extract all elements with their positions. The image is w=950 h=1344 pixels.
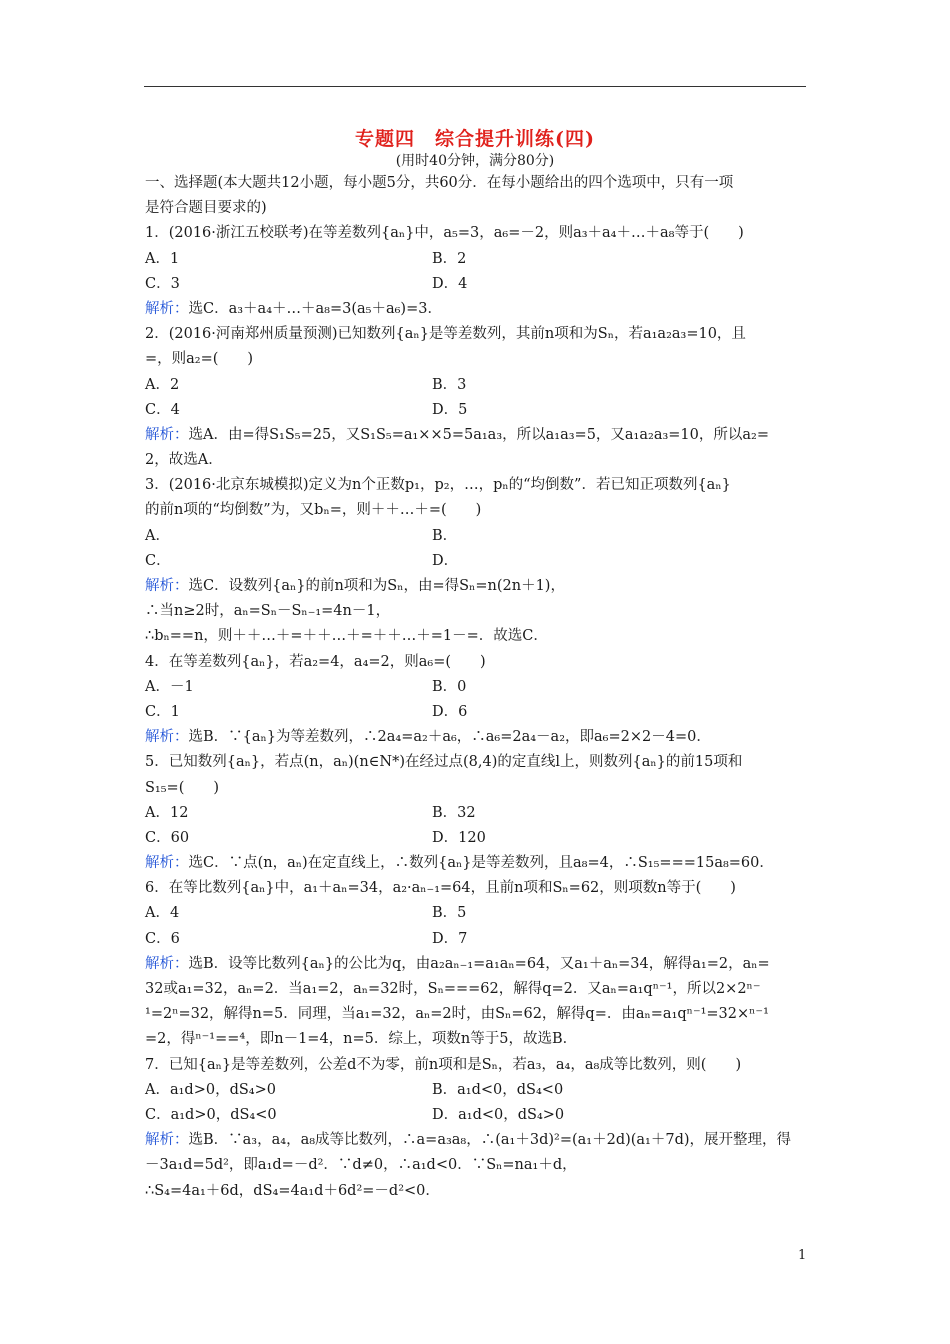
option-row (145, 927, 807, 952)
answer-option: A．12 (145, 804, 189, 821)
page-number: 1 (798, 1248, 807, 1263)
answer-option: D．a₁d<0，dS₄>0 (432, 1106, 565, 1123)
answer-option: C．60 (145, 829, 190, 846)
question-block (145, 750, 807, 876)
answer-option: B．32 (432, 804, 476, 821)
page-subtitle: (用时40分钟，满分80分) (395, 153, 555, 169)
question-block (145, 322, 807, 473)
analysis-text: ∴当n≥2时，aₙ=Sₙ－Sₙ₋₁=4n－1， (145, 603, 391, 620)
document-body (145, 171, 807, 1204)
header-rule (144, 86, 806, 87)
question-stem: S₁₅=( ) (145, 779, 220, 796)
analysis-text: ∴bₙ==n，则＋＋…＋=＋＋…＋=＋＋…＋=1－=．故选C． (145, 628, 548, 645)
analysis-line (145, 851, 807, 876)
option-row (145, 549, 807, 574)
analysis-text: －3a₁d=5d²，即a₁d=－d²．∵d≠0，∴a₁d<0．∵Sₙ=na₁＋d， (145, 1157, 577, 1174)
answer-option: C．a₁d>0，dS₄<0 (145, 1106, 277, 1123)
option-row (145, 700, 807, 725)
question-stem: 6．在等比数列{aₙ}中，a₁＋aₙ=34，a₂·aₙ₋₁=64，且前n项和Sₙ=62，则项数n等于( ) (145, 880, 736, 897)
analysis-text: =2，得ⁿ⁻¹==⁴，即n－1=4，n=5．综上，项数n等于5，故选B． (145, 1031, 578, 1048)
analysis-text: 选B．设等比数列{aₙ}的公比为q，由a₂aₙ₋₁=a₁aₙ=64，又a₁＋aₙ=34，解得a₁=2，aₙ= (188, 955, 770, 972)
option-row (145, 801, 807, 826)
answer-option: C．1 (145, 703, 180, 720)
analysis-text: 选C．a₃＋a₄＋…＋a₈=3(a₅＋a₆)=3． (188, 300, 442, 317)
question-block (145, 1053, 807, 1204)
page-title: 专题四 综合提升训练(四) (355, 128, 595, 150)
answer-option: C．6 (145, 930, 180, 947)
option-row (145, 675, 807, 700)
question-stem: 1．(2016·浙江五校联考)在等差数列{aₙ}中，a₅=3，a₆=－2，则a₃＋a₄＋…＋a₈等于( ) (145, 225, 744, 242)
analysis-line (145, 1128, 807, 1153)
question-stem: 2．(2016·河南郑州质量预测)已知数列{aₙ}是等差数列，其前n项和为Sₙ，若a₁a₂a₃=10，且 (145, 326, 746, 343)
analysis-text: 选B．∵{aₙ}为等差数列，∴2a₄=a₂＋a₆，∴a₆=2a₄－a₂，即a₆=2×2－4=0． (188, 729, 711, 746)
question-stem: 3．(2016·北京东城模拟)定义为n个正数p₁，p₂，…，pₙ的“均倒数”．若已知正项数列{aₙ} (145, 477, 731, 494)
analysis-label: 解析： (145, 729, 189, 746)
question-block (145, 221, 807, 322)
answer-option: B．5 (432, 905, 467, 922)
analysis-label: 解析： (145, 955, 189, 972)
answer-option: B．0 (432, 678, 467, 695)
answer-option: B．a₁d<0，dS₄<0 (432, 1081, 564, 1098)
analysis-line (145, 725, 807, 750)
analysis-label: 解析： (145, 855, 189, 872)
answer-option: D．5 (432, 401, 468, 418)
answer-option: D．6 (432, 703, 468, 720)
analysis-line (145, 297, 807, 322)
analysis-line (145, 448, 807, 473)
analysis-line (145, 1027, 807, 1052)
answer-option: D．120 (432, 829, 486, 846)
analysis-line (145, 574, 807, 599)
option-row (145, 373, 807, 398)
answer-option: A．－1 (145, 678, 194, 695)
question-stem: 5．已知数列{aₙ}，若点(n，aₙ)(n∈N*)在经过点(8,4)的定直线l上，则数列{aₙ}的前15项和 (145, 754, 743, 771)
analysis-line (145, 1002, 807, 1027)
analysis-text: 2，故选A． (145, 452, 223, 469)
answer-option: B． (432, 527, 458, 544)
analysis-line (145, 624, 807, 649)
answer-option: B．3 (432, 376, 467, 393)
answer-option: B．2 (432, 250, 467, 267)
analysis-label: 解析： (145, 1132, 189, 1149)
answer-option: D．4 (432, 275, 468, 292)
answer-option: D． (432, 552, 459, 569)
analysis-line (145, 977, 807, 1002)
question-list (145, 221, 807, 1203)
question-stem: 的前n项的“均倒数”为，又bₙ=，则＋＋…＋=( ) (145, 502, 482, 519)
analysis-text: ¹=2ⁿ=32，解得n=5．同理，当a₁=32，aₙ=2时，由Sₙ=62，解得q=．由aₙ=a₁qⁿ⁻¹=32×ⁿ⁻¹ (145, 1006, 769, 1023)
section-intro: 一、选择题(本大题共12小题，每小题5分，共60分．在每小题给出的四个选项中，只有一项 (145, 175, 734, 191)
analysis-line (145, 423, 807, 448)
answer-option: A．2 (145, 376, 180, 393)
answer-option: A． (145, 527, 170, 544)
option-row (145, 524, 807, 549)
answer-option: A．4 (145, 905, 180, 922)
option-row (145, 247, 807, 272)
section-intro-cont: 是符合题目要求的) (145, 200, 267, 217)
answer-option: C． (145, 552, 171, 569)
answer-option: C．3 (145, 275, 180, 292)
analysis-text: 选A．由=得S₁S₅=25，又S₁S₅=a₁××5=5a₁a₃，所以a₁a₃=5，又a₁a₂a₃=10，所以a₂= (188, 426, 769, 443)
option-row (145, 826, 807, 851)
option-row (145, 398, 807, 423)
answer-option: C．4 (145, 401, 180, 418)
analysis-line (145, 599, 807, 624)
analysis-line (145, 1153, 807, 1178)
analysis-label: 解析： (145, 300, 189, 317)
analysis-text: ∴S₄=4a₁＋6d，dS₄=4a₁d＋6d²=－d²<0． (145, 1182, 440, 1199)
analysis-line (145, 952, 807, 977)
answer-option: A．1 (145, 250, 180, 267)
option-row (145, 901, 807, 926)
question-stem: 7．已知{aₙ}是等差数列，公差d不为零，前n项和是Sₙ，若a₃，a₄，a₈成等比数列，则( ) (145, 1056, 742, 1073)
answer-option: D．7 (432, 930, 468, 947)
question-stem: 4．在等差数列{aₙ}，若a₂=4，a₄=2，则a₆=( ) (145, 653, 486, 670)
analysis-label: 解析： (145, 426, 189, 443)
option-row (145, 1078, 807, 1103)
analysis-line (145, 1179, 807, 1204)
analysis-text: 选B．∵a₃，a₄，a₈成等比数列，∴a=a₃a₈，∴(a₁＋3d)²=(a₁＋2d)(a₁＋7d)，展开整理，得 (188, 1132, 792, 1149)
option-row (145, 1103, 807, 1128)
question-block (145, 650, 807, 751)
analysis-text: 选C．设数列{aₙ}的前n项和为Sₙ，由=得Sₙ=n(2n＋1)， (188, 578, 565, 594)
analysis-text: 选C．∵点(n，aₙ)在定直线上，∴数列{aₙ}是等差数列，且a₈=4，∴S₁₅===15a₈=60． (188, 855, 774, 872)
question-block (145, 876, 807, 1052)
question-stem: =，则a₂=( ) (145, 351, 254, 368)
question-block (145, 473, 807, 649)
analysis-label: 解析： (145, 578, 189, 594)
answer-option: A．a₁d>0，dS₄>0 (145, 1081, 276, 1098)
analysis-text: 32或a₁=32，aₙ=2．当a₁=2，aₙ=32时，Sₙ===62，解得q=2．又aₙ=a₁qⁿ⁻¹，所以2×2ⁿ⁻ (145, 981, 761, 997)
option-row (145, 272, 807, 297)
